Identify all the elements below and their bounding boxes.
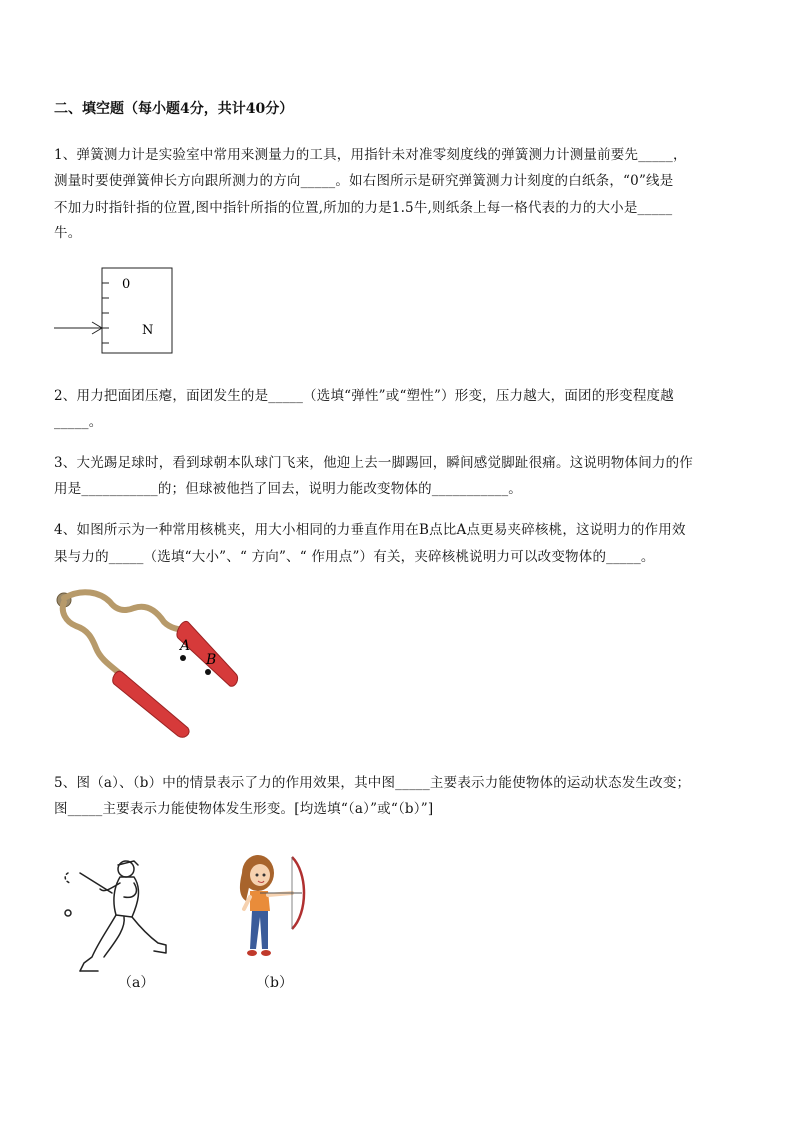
point-b-label: B [206,652,217,668]
point-a-dot [180,655,186,661]
spring-strip-figure [54,266,176,358]
q2-line-2: _____。 [54,414,103,430]
batter-figure [54,853,174,977]
section-heading: 二、填空题（每小题4分，共计40分） [54,101,294,117]
point-a-label: A [180,638,191,654]
q1-line-3: 不加力时指针指的位置,图中指针所指的位置,所加的力是1.5牛,则纸条上每一格代表的力的大小是_____ [54,200,673,216]
point-b-dot [205,669,211,675]
nutcracker-lower-handle [113,671,189,737]
nutcracker-upper-arm [64,592,190,630]
pointer-arrow [54,322,102,334]
q4-line-1: 4、如图所示为一种常用核桃夹，用大小相同的力垂直作用在B点比A点更易夹碎核桃，这说明力的作用效 [54,522,686,538]
q5-line-2: 图_____主要表示力能使物体发生形变。[均选填“（a）”或“（b）”] [54,801,434,817]
q3-line-2: 用是___________的；但球被他挡了回去，说明力能改变物体的___________。 [54,481,522,497]
q1-line-4: 牛。 [54,225,82,241]
q1-line-2: 测量时要使弹簧伸长方向跟所测力的方向_____。如右图所示是研究弹簧测力计刻度的白纸条，“0”线是 [54,173,674,189]
unit-label: N [142,323,154,338]
q2-line-1: 2、用力把面团压瘪，面团发生的是_____（选填“弹性”或“塑性”）形变，压力越大，面团的形变程度越 [54,388,674,404]
archer-girl-figure [230,853,310,963]
q4-line-2: 果与力的_____（选填“大小”、“ 方向”、“ 作用点”）有关，夹碎核桃说明力可以改变物体的_____。 [54,549,655,565]
q3-line-1: 3、大光踢足球时，看到球朝本队球门飞来，他迎上去一脚踢回，瞬间感觉脚趾很痛。这说明物体间力的作 [54,455,693,471]
q1-line-1: 1、弹簧测力计是实验室中常用来测量力的工具，用指针未对准零刻度线的弹簧测力计测量前要先_____， [54,147,687,163]
nutcracker-lower-arm [63,602,126,682]
q5-line-1: 5、图（a）、（b）中的情景表示了力的作用效果，其中图_____主要表示力能使物体的运动状态发生改变； [54,775,691,791]
ball-icon [65,910,71,916]
nutcracker-figure [52,588,244,740]
paper-strip [102,268,172,353]
zero-label: 0 [122,277,131,292]
caption-b: （b） [256,975,293,991]
caption-a: （a） [118,975,155,991]
